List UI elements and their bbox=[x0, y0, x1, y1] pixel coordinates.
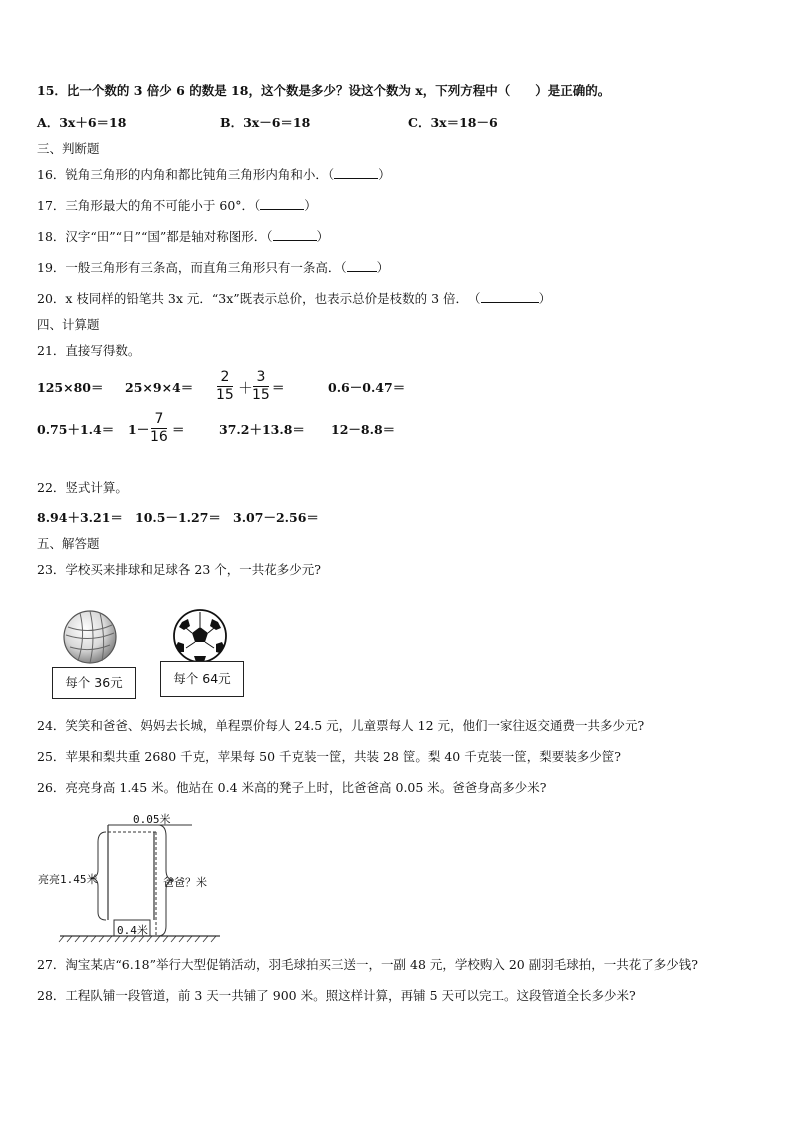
answer-blank bbox=[347, 259, 377, 272]
fraction bbox=[216, 369, 234, 404]
question-25: 25．苹果和梨共重 2680 千克，苹果每 50 千克装一筐，共装 28 筐。梨 40 千克装一筐，梨要装多少筐? bbox=[37, 749, 621, 764]
calc-item: 0.6－0.47＝ bbox=[328, 380, 406, 395]
q15-option-a: A．3x＋6＝18 bbox=[37, 115, 127, 130]
soccer-price-label: 每个 64元 bbox=[160, 661, 244, 697]
plus-sign: ＋ bbox=[238, 379, 254, 397]
calc-item: 10.5－1.27＝ bbox=[135, 510, 221, 525]
section-5-heading: 五、解答题 bbox=[37, 536, 100, 551]
section-4-heading: 四、计算题 bbox=[37, 317, 100, 332]
calc-item: 37.2＋13.8＝ bbox=[219, 422, 305, 437]
answer-blank bbox=[273, 228, 317, 241]
calc-item: 3.07－2.56＝ bbox=[233, 510, 319, 525]
fraction bbox=[252, 369, 270, 404]
fraction bbox=[150, 411, 168, 446]
answer-blank bbox=[481, 290, 539, 303]
question-20-close: ） bbox=[538, 291, 552, 306]
question-17-close: ） bbox=[304, 198, 317, 213]
calc-item: 0.75＋1.4＝ bbox=[37, 422, 115, 437]
fraction-denominator: 15 bbox=[216, 387, 234, 403]
question-16-text: 16．锐角三角形的内角和都比钝角三角形内角和小．（ bbox=[37, 167, 335, 182]
question-16-close: ） bbox=[378, 167, 391, 182]
equals-sign: ＝ bbox=[172, 422, 185, 437]
question-15: 15．比一个数的 3 倍少 6 的数是 18，这个数是多少？设这个数为 x，下列方程中（ ）是正确的。 bbox=[37, 83, 611, 98]
diagram-label-stool: 0.4米 bbox=[117, 924, 148, 937]
diagram-label-father: 爸爸？米 bbox=[163, 876, 207, 889]
question-18-text: 18．汉字“田”“日”“国”都是轴对称图形．（ bbox=[37, 229, 273, 244]
question-27: 27．淘宝某店“6.18”举行大型促销活动，羽毛球拍买三送一，一副 48 元，学校购入 20 副羽毛球拍，一共花了多少钱? bbox=[37, 957, 698, 972]
fraction-numerator: 3 bbox=[256, 369, 266, 385]
fraction-numerator: 2 bbox=[220, 369, 230, 385]
question-21-title: 21．直接写得数。 bbox=[37, 343, 141, 358]
volleyball-price-label: 每个 36元 bbox=[52, 667, 136, 699]
question-19-close: ） bbox=[376, 260, 390, 275]
question-19 bbox=[37, 259, 389, 276]
fraction-denominator: 15 bbox=[252, 387, 270, 403]
calc-item: 125×80＝ bbox=[37, 380, 104, 395]
calc-item: 25×9×4＝ bbox=[125, 380, 194, 395]
question-24: 24．笑笑和爸爸、妈妈去长城，单程票价每人 24.5 元，儿童票每人 12 元，他们一家往返交通费一共多少元? bbox=[37, 718, 645, 733]
diagram-label-liangliang: 亮亮1.45米 bbox=[38, 873, 98, 886]
q15-option-c: C．3x＝18－6 bbox=[408, 115, 498, 130]
question-20 bbox=[37, 290, 551, 307]
calc-item: 8.94＋3.21＝ bbox=[37, 510, 123, 525]
soccer-ball-icon bbox=[172, 608, 228, 664]
fraction-denominator: 16 bbox=[150, 429, 168, 445]
question-23: 23．学校买来排球和足球各 23 个，一共花多少元? bbox=[37, 562, 321, 577]
question-28: 28．工程队铺一段管道，前 3 天一共铺了 900 米。照这样计算，再铺 5 天可以完工。这段管道全长多少米? bbox=[37, 988, 636, 1003]
answer-blank bbox=[334, 166, 378, 179]
volleyball-icon bbox=[62, 609, 118, 665]
answer-blank bbox=[260, 197, 304, 210]
question-16 bbox=[37, 166, 391, 183]
equals-sign: ＝ bbox=[272, 380, 285, 395]
diagram-label-top: 0.05米 bbox=[133, 813, 171, 826]
fraction-numerator: 7 bbox=[154, 411, 164, 427]
question-17-text: 17．三角形最大的角不可能小于 60°．（ bbox=[37, 198, 261, 213]
calc-item: 12－8.8＝ bbox=[331, 422, 396, 437]
section-3-heading: 三、判断题 bbox=[37, 141, 100, 156]
question-20-text: 20．x 枝同样的铅笔共 3x 元．“3x”既表示总价，也表示总价是枝数的 3 倍． （ bbox=[37, 291, 481, 306]
question-18-close: ） bbox=[316, 229, 330, 244]
question-22-title: 22．竖式计算。 bbox=[37, 480, 128, 495]
calc-item: 1－ bbox=[128, 422, 150, 437]
question-26: 26．亮亮身高 1.45 米。他站在 0.4 米高的凳子上时，比爸爸高 0.05 米。爸爸身高多少米? bbox=[37, 780, 547, 795]
question-19-text: 19．一般三角形有三条高，而直角三角形只有一条高．（ bbox=[37, 260, 347, 275]
question-17 bbox=[37, 197, 317, 214]
q15-option-b: B．3x－6＝18 bbox=[220, 115, 311, 130]
question-18 bbox=[37, 228, 329, 245]
